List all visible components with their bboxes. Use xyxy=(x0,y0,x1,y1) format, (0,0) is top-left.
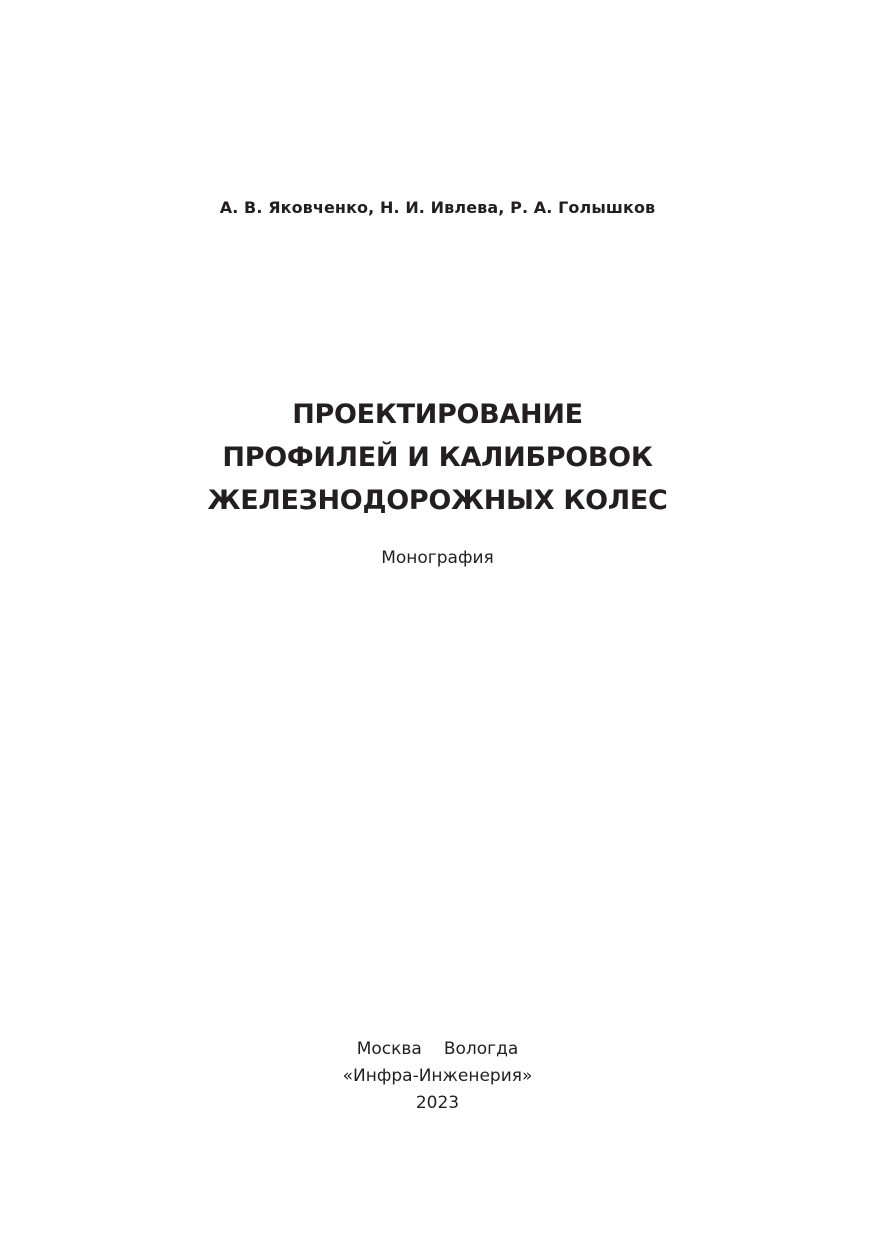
publisher: «Инфра-Инженерия» xyxy=(342,1066,533,1086)
book-type: Монография xyxy=(381,548,494,568)
publication-cities xyxy=(0,1036,875,1063)
authors: А. В. Яковченко, Н. И. Ивлева, Р. А. Голышков xyxy=(219,198,656,217)
city-moscow: Москва xyxy=(356,1039,422,1059)
title-line: ЖЕЛЕЗНОДОРОЖНЫХ КОЛЕС xyxy=(207,485,668,516)
title-line: ПРОЕКТИРОВАНИЕ xyxy=(292,399,583,430)
imprint xyxy=(0,1036,875,1117)
book-title xyxy=(0,393,875,522)
publication-year: 2023 xyxy=(415,1093,460,1113)
title-line: ПРОФИЛЕЙ И КАЛИБРОВОК xyxy=(222,442,653,473)
city-vologda: Вологда xyxy=(443,1039,519,1059)
